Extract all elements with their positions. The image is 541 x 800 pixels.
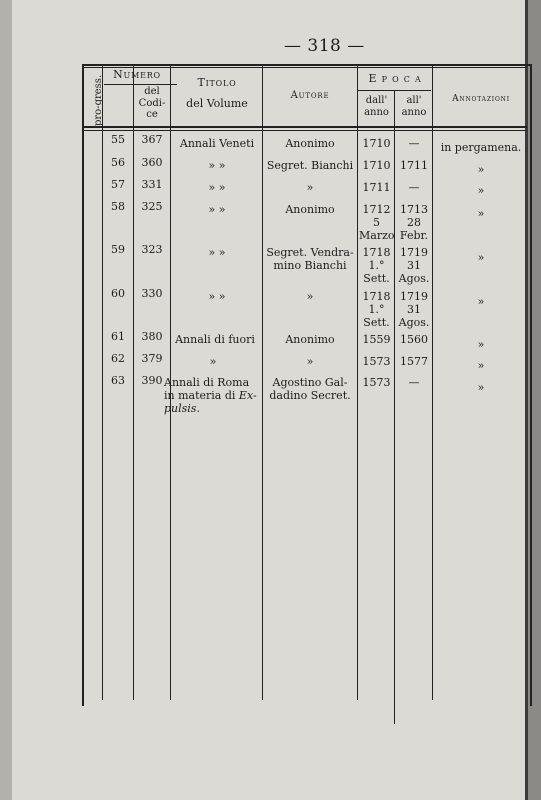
header-dall-anno: dall' anno — [364, 95, 389, 118]
cell-prog: 62 — [111, 352, 125, 365]
cell-dall: 1573 — [362, 355, 391, 368]
cell-autore: Anonimo — [285, 333, 335, 346]
cell-all: 1719 31 Agos. — [398, 290, 430, 330]
cell-note: » — [477, 338, 485, 351]
col-rule-5 — [357, 66, 358, 700]
cell-titolo: Annali Veneti — [179, 137, 255, 150]
cell-all: — — [408, 181, 420, 194]
cell-codice: 331 — [141, 178, 163, 191]
cell-autore: Anonimo — [285, 137, 335, 150]
cell-prog: 57 — [111, 178, 125, 191]
cell-prog: 55 — [111, 133, 125, 146]
col-rule-1 — [102, 66, 103, 700]
cell-codice: 330 — [141, 287, 163, 300]
cell-codice: 323 — [141, 243, 163, 256]
cell-autore: » — [306, 290, 314, 303]
cell-codice: 367 — [141, 133, 163, 146]
cell-dall: 1712 5 Marzo — [359, 203, 395, 243]
cell-titolo-italic: Ex- pulsis. — [164, 389, 257, 416]
cell-all: — — [408, 137, 420, 150]
page-left-edge — [0, 0, 12, 800]
cell-prog: 59 — [111, 243, 125, 256]
cell-note: » — [477, 163, 485, 176]
cell-titolo: » — [209, 355, 217, 368]
cell-all: 1711 — [400, 159, 428, 172]
header-bottom-rule-thin — [84, 130, 527, 131]
cell-dall: 1710 — [362, 159, 391, 172]
cell-all: 1560 — [400, 333, 428, 346]
cell-dall: 1711 — [362, 181, 391, 194]
cell-titolo-text: Annali di Roma in materia di — [164, 376, 250, 403]
cell-dall: 1559 — [362, 333, 391, 346]
header-annotazioni: Annotazioni — [452, 94, 510, 104]
cell-titolo: » » — [208, 290, 226, 303]
cell-titolo: » » — [208, 246, 226, 259]
numero-divider — [104, 84, 177, 85]
cell-prog: 58 — [111, 200, 125, 213]
cell-note: » — [477, 295, 485, 308]
cell-prog: 63 — [111, 374, 125, 387]
cell-dall: 1718 1.° Sett. — [362, 246, 391, 286]
cell-codice: 360 — [141, 156, 163, 169]
cell-codice: 390 — [141, 374, 163, 387]
header-bottom-rule — [84, 126, 527, 128]
cell-note: » — [477, 359, 485, 372]
cell-autore: Segret. Bianchi — [266, 159, 354, 172]
cell-autore: » — [306, 355, 314, 368]
header-titolo: Titolo — [197, 76, 237, 89]
cell-titolo: » » — [208, 203, 226, 216]
cell-autore: Segret. Vendra- mino Bianchi — [266, 246, 354, 273]
cell-autore: Anonimo — [285, 203, 335, 216]
col-rule-6 — [394, 90, 395, 724]
cell-dall: 1710 — [362, 137, 391, 150]
header-del-volume: del Volume — [186, 97, 248, 110]
cell-codice: 380 — [141, 330, 163, 343]
cell-titolo: » » — [208, 181, 226, 194]
header-all-anno: all' anno — [401, 95, 427, 118]
col-rule-7 — [432, 66, 433, 700]
cell-prog: 61 — [111, 330, 125, 343]
cell-all: — — [408, 376, 420, 389]
cell-all: 1577 — [400, 355, 428, 368]
cell-prog: 56 — [111, 156, 125, 169]
cell-titolo: » » — [208, 159, 226, 172]
cell-note: » — [477, 184, 485, 197]
cell-codice: 379 — [141, 352, 163, 365]
cell-note: » — [477, 381, 485, 394]
header-numero: Numero — [113, 68, 161, 81]
cell-prog: 60 — [111, 287, 125, 300]
cell-codice: 325 — [141, 200, 163, 213]
cell-note: » — [477, 207, 485, 220]
cell-dall: 1718 1.° Sett. — [362, 290, 391, 330]
header-autore: Autore — [290, 90, 330, 101]
cell-note: » — [477, 251, 485, 264]
cell-dall: 1573 — [362, 376, 391, 389]
cell-titolo — [164, 376, 262, 416]
header-epoca: E p o c a — [368, 72, 422, 85]
cell-note: in pergamena. — [440, 141, 522, 154]
cell-autore: » — [306, 181, 314, 194]
header-progress: pro-gress. — [93, 74, 104, 126]
cell-all: 1719 31 Agos. — [398, 246, 430, 286]
cell-titolo: Annali di fuori — [175, 333, 255, 346]
cell-autore: Agostino Gal- dadino Secret. — [269, 376, 351, 403]
page-number: — 318 — — [284, 36, 365, 56]
cell-all: 1713 28 Febr. — [399, 203, 429, 243]
header-codice: del Codi-ce — [138, 86, 166, 120]
